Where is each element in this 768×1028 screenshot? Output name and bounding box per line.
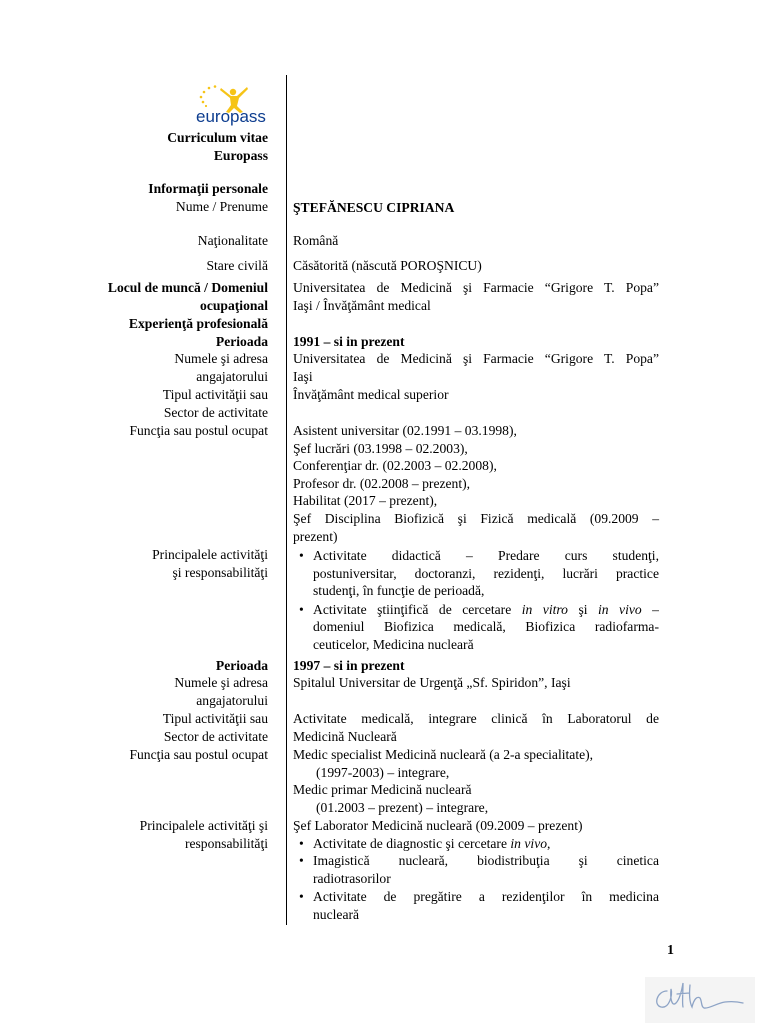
responsibilities-label: Principalele activităţi şi responsabilităţi — [139, 818, 268, 851]
responsibilities-label: Principalele activităţi şi responsabilităţi — [152, 547, 268, 580]
work-domain-label: Locul de muncă / Domeniul ocupaţional — [107, 280, 268, 313]
civil-status-label: Stare civilă — [206, 258, 268, 273]
employer-label: Numele şi adresa angajatorului — [174, 675, 268, 708]
bullet-icon: • — [299, 835, 304, 851]
position-item: Conferenţiar dr. (02.2003 – 02.2008), — [293, 458, 497, 474]
position-label: Funcţia sau postul ocupat — [129, 747, 268, 762]
cv-title: Curriculum vitae Europass — [167, 130, 268, 163]
list-item: • Activitate de diagnostic şi cercetare in vivo, — [299, 835, 551, 851]
list-item: • Activitate ştiinţifică de cercetare in vitro şi in vivo – domeniul Biofizica medicală, Biofizica radiofarma- ceuticelor, Medicina nucleară — [299, 601, 659, 652]
position-item: (1997-2003) – integrare, — [316, 764, 450, 780]
activity-type-label: Tipul activităţii sau Sector de activitate — [162, 387, 268, 420]
position-item: Habilitat (2017 – prezent), — [293, 493, 438, 509]
activity-type-label: Tipul activităţii sau Sector de activitate — [162, 711, 268, 744]
work-domain-value: Universitatea de Medicină şi Farmacie “Grigore T. Popa” Iaşi / Învăţământ medical — [293, 280, 659, 313]
nationality-label: Naţionalitate — [197, 233, 268, 248]
employer-value: Universitatea de Medicină şi Farmacie “Grigore T. Popa” Iaşi — [293, 351, 659, 384]
bullet-icon: • — [299, 548, 304, 563]
position-item: prezent) — [293, 528, 338, 544]
civil-status-value: Căsătorită (născută POROŞNICU) — [293, 258, 482, 273]
position-label: Funcţia sau postul ocupat — [129, 423, 268, 438]
list-item: • Activitate de pregătire a rezidenţilor în medicina nucleară — [299, 889, 659, 922]
column-divider — [286, 75, 287, 925]
position-item: (01.2003 – prezent) – integrare, — [316, 799, 489, 815]
bullet-icon: • — [299, 853, 304, 869]
list-item: • Imagistică nucleară, biodistribuţia şi cinetica radiotrasorilor — [299, 853, 659, 886]
svg-text:europass: europass — [196, 107, 266, 126]
position-item: Medic specialist Medicină nucleară (a 2-a specialitate), — [293, 747, 594, 762]
page-number: 1 — [667, 943, 674, 958]
employer-value: Spitalul Universitar de Urgenţă „Sf. Spiridon”, Iaşi — [293, 675, 571, 690]
activity-type-value: Învăţământ medical superior — [293, 387, 449, 402]
position-item: Şef lucrări (03.1998 – 02.2003), — [293, 440, 468, 456]
section-experience: Experienţă profesională — [128, 316, 268, 331]
section-personal-info: Informaţii personale — [148, 181, 268, 196]
name-value: ŞTEFĂNESCU CIPRIANA — [293, 200, 455, 215]
period-value: 1997 – si in prezent — [293, 658, 405, 673]
position-item: Asistent universitar (02.1991 – 03.1998), — [293, 423, 517, 438]
responsibilities-list — [293, 817, 659, 924]
responsibilities-list — [293, 547, 659, 654]
stars-icon — [200, 85, 217, 107]
lab-head-line: Şef Laborator Medicină nucleară (09.2009 – prezent) — [293, 818, 583, 833]
position-item: Medic primar Medicină nucleară — [293, 782, 472, 798]
position-item: Şef Disciplina Biofizică şi Fizică medicală (09.2009 – — [293, 510, 659, 526]
list-item: • Activitate didactică – Predare curs studenţi, postuniversitar, doctoranzi, rezidenţi, lucrări practice studenţi, în funcţie de perioadă, — [299, 548, 659, 599]
activity-type-value: Activitate medicală, integrare clinică în Laboratorul de Medicină Nucleară — [293, 711, 659, 744]
period-label: Perioada — [215, 658, 268, 673]
bullet-icon: • — [299, 889, 304, 905]
bullet-icon: • — [299, 601, 304, 617]
position-item: Profesor dr. (02.2008 – prezent), — [293, 475, 471, 491]
employer-label: Numele şi adresa angajatorului — [174, 351, 268, 384]
period-label: Perioada — [215, 334, 268, 349]
nationality-value: Română — [293, 233, 339, 248]
position-list — [293, 422, 659, 545]
signature-image — [645, 977, 755, 1023]
name-label: Nume / Prenume — [175, 199, 268, 214]
position-list — [293, 746, 659, 816]
europass-logo — [193, 84, 277, 126]
period-value: 1991 – si in prezent — [293, 334, 405, 349]
